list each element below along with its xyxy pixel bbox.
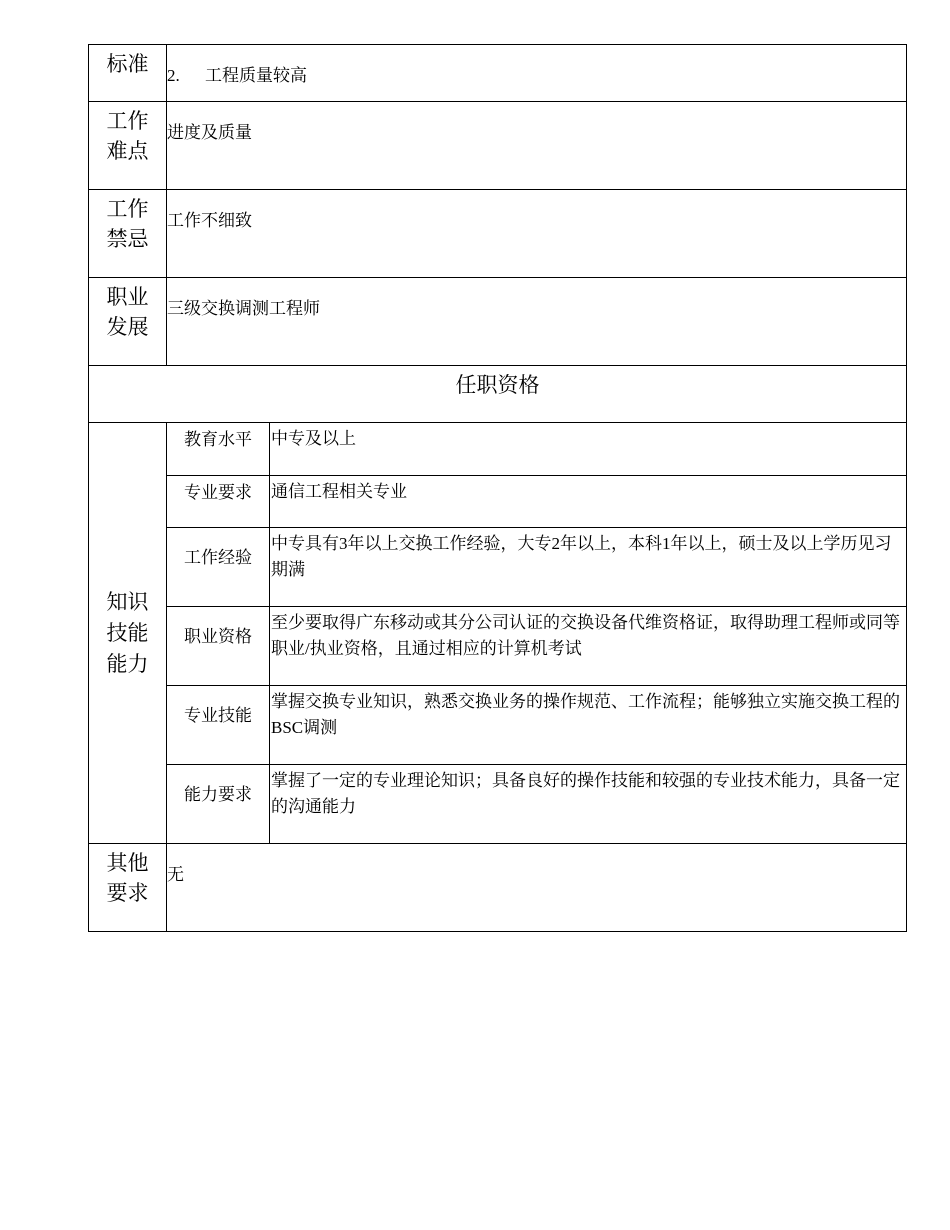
- qualification-label: 工作经验: [167, 528, 270, 607]
- difficulty-value: 进度及质量: [167, 102, 907, 190]
- qualification-row: [89, 607, 907, 686]
- qualification-label: 专业技能: [167, 686, 270, 765]
- standard-row: [89, 45, 907, 102]
- career-row: [89, 278, 907, 366]
- standard-number: 2.: [167, 66, 180, 85]
- career-label: 职业 发展: [89, 278, 167, 366]
- difficulty-row: [89, 102, 907, 190]
- qualification-label: 教育水平: [167, 423, 270, 476]
- qualification-row: [89, 476, 907, 528]
- difficulty-label: 工作 难点: [89, 102, 167, 190]
- taboo-value: 工作不细致: [167, 190, 907, 278]
- qualifications-header-row: [89, 366, 907, 423]
- qualification-row: [89, 423, 907, 476]
- qualification-label: 能力要求: [167, 765, 270, 844]
- job-description-table: [88, 44, 907, 932]
- other-requirements-value: 无: [167, 844, 907, 932]
- qualification-value: 中专及以上: [270, 423, 907, 476]
- qualification-value: 掌握交换专业知识，熟悉交换业务的操作规范、工作流程；能够独立实施交换工程的BSC调测: [270, 686, 907, 765]
- qualification-label: 专业要求: [167, 476, 270, 528]
- qualification-value: 通信工程相关专业: [270, 476, 907, 528]
- taboo-row: [89, 190, 907, 278]
- standard-value: [167, 45, 907, 102]
- qualification-value: 中专具有3年以上交换工作经验，大专2年以上，本科1年以上，硕士及以上学历见习期满: [270, 528, 907, 607]
- qualifications-title: 任职资格: [89, 366, 907, 423]
- qualification-value: 掌握了一定的专业理论知识；具备良好的操作技能和较强的专业技术能力，具备一定的沟通能力: [270, 765, 907, 844]
- qualification-label: 职业资格: [167, 607, 270, 686]
- qualification-value: 至少要取得广东移动或其分公司认证的交换设备代维资格证，取得助理工程师或同等职业/执业资格，且通过相应的计算机考试: [270, 607, 907, 686]
- qualification-row: [89, 765, 907, 844]
- standard-label: 标准: [89, 45, 167, 102]
- qualification-row: [89, 528, 907, 607]
- taboo-label: 工作 禁忌: [89, 190, 167, 278]
- standard-text: 工程质量较高: [205, 66, 307, 85]
- qualifications-group-label: 知识 技能 能力: [89, 423, 167, 844]
- other-requirements-row: [89, 844, 907, 932]
- career-value: 三级交换调测工程师: [167, 278, 907, 366]
- qualification-row: [89, 686, 907, 765]
- other-requirements-label: 其他 要求: [89, 844, 167, 932]
